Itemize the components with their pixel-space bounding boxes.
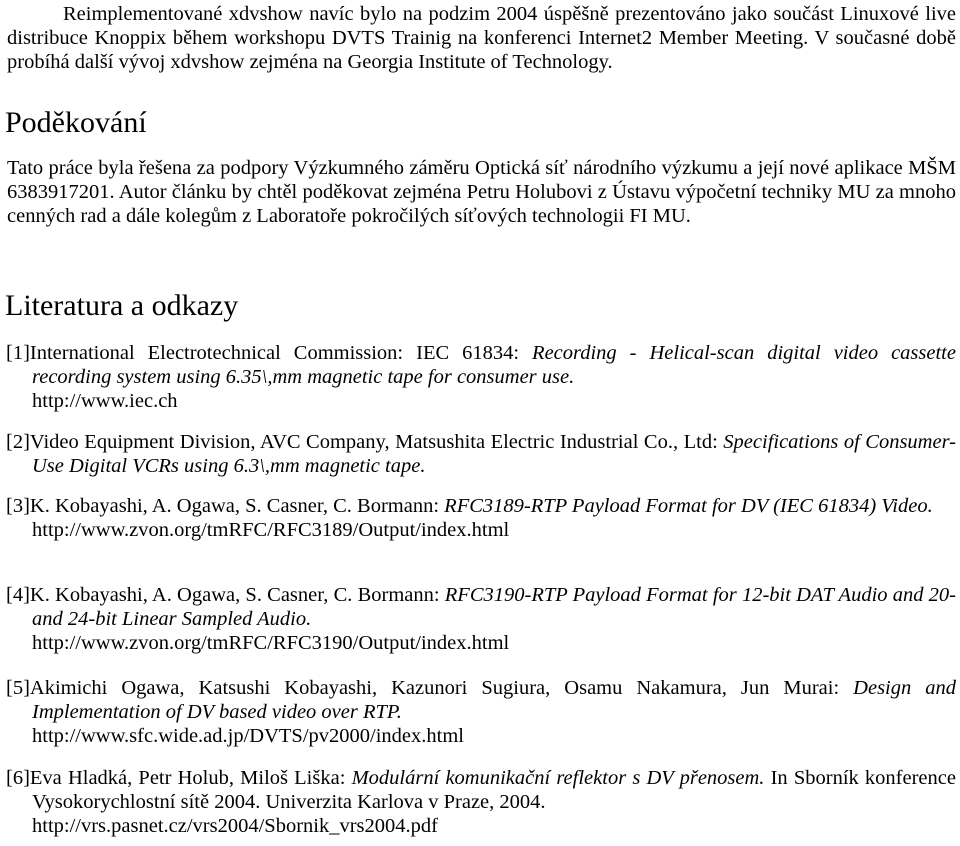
reference-title: RFC3189-RTP Payload Format for DV (IEC 61834) Video. bbox=[444, 495, 933, 517]
reference-authors: K. Kobayashi, A. Ogawa, S. Casner, C. Bormann: bbox=[29, 495, 445, 517]
reference-authors: Video Equipment Division, AVC Company, Matsushita Electric Industrial Co., Ltd: bbox=[29, 431, 724, 453]
acknowledgements-text: Tato práce byla řešena za podpory Výzkumného záměru Optická síť národního výzkumu a její nové aplikace MŠM 6383917201. Autor článku by chtěl poděkovat zejména Petru Holubovi z Ústavu výpočetní techniky MU za mnoho cenných rad a dále kolegům z Laboratoře pokročilých síťových technologii FI MU. bbox=[7, 157, 956, 227]
reference-item-4 bbox=[0, 583, 960, 655]
reference-title: RFC3190-RTP Payload Format for 12-bit DAT Audio and 20- and 24-bit Linear Sampled Audio. bbox=[32, 584, 956, 630]
reference-authors: International Electrotechnical Commission: IEC 61834: bbox=[29, 342, 533, 364]
reference-url[interactable]: http://vrs.pasnet.cz/vrs2004/Sbornik_vrs2004.pdf bbox=[32, 815, 438, 837]
reference-item-1 bbox=[0, 341, 960, 413]
acknowledgements-heading: Poděkování bbox=[5, 106, 147, 139]
reference-title: Specifications of Consumer-Use Digital VCRs using 6.3\,mm magnetic tape. bbox=[32, 431, 956, 477]
reference-url[interactable]: http://www.sfc.wide.ad.jp/DVTS/pv2000/index.html bbox=[32, 725, 464, 747]
reference-url[interactable]: http://www.zvon.org/tmRFC/RFC3190/Output/index.html bbox=[32, 632, 510, 654]
intro-paragraph: Reimplementované xdvshow navíc bylo na podzim 2004 úspěšně prezentováno jako součást Linuxové live distribuce Knoppix během workshopu DVTS Trainig na konferenci Internet2 Member Meeting. V současné době probíhá další vývoj xdvshow zejména na Georgia Institute of Technology. bbox=[7, 3, 956, 73]
literature-heading: Literatura a odkazy bbox=[5, 289, 239, 322]
reference-number: [6] bbox=[6, 767, 30, 789]
reference-source: In Sborník konference Vysokorychlostní sítě 2004. Univerzita Karlova v Praze, 2004. bbox=[32, 767, 956, 813]
reference-url[interactable]: http://www.zvon.org/tmRFC/RFC3189/Output/index.html bbox=[32, 519, 510, 541]
reference-number: [2] bbox=[6, 431, 30, 453]
reference-number: [3] bbox=[6, 495, 30, 517]
reference-item-2 bbox=[0, 430, 960, 478]
reference-item-6 bbox=[0, 766, 960, 838]
reference-url[interactable]: http://www.iec.ch bbox=[32, 390, 178, 412]
reference-number: [4] bbox=[6, 584, 30, 606]
reference-item-5 bbox=[0, 676, 960, 748]
reference-title: Design and Implementation of DV based video over RTP. bbox=[32, 677, 957, 723]
reference-title: Modulární komunikační reflektor s DV přenosem. bbox=[351, 767, 765, 789]
reference-authors: Eva Hladká, Petr Holub, Miloš Liška: bbox=[29, 767, 352, 789]
reference-authors: K. Kobayashi, A. Ogawa, S. Casner, C. Bormann: bbox=[29, 584, 445, 606]
reference-authors: Akimichi Ogawa, Katsushi Kobayashi, Kazunori Sugiura, Osamu Nakamura, Jun Murai: bbox=[29, 677, 854, 699]
reference-item-3 bbox=[0, 494, 960, 542]
reference-number: [1] bbox=[6, 342, 30, 364]
reference-number: [5] bbox=[6, 677, 30, 699]
reference-title: Recording - Helical-scan digital video cassette recording system using 6.35\,mm magnetic tape for consumer use. bbox=[32, 342, 956, 388]
